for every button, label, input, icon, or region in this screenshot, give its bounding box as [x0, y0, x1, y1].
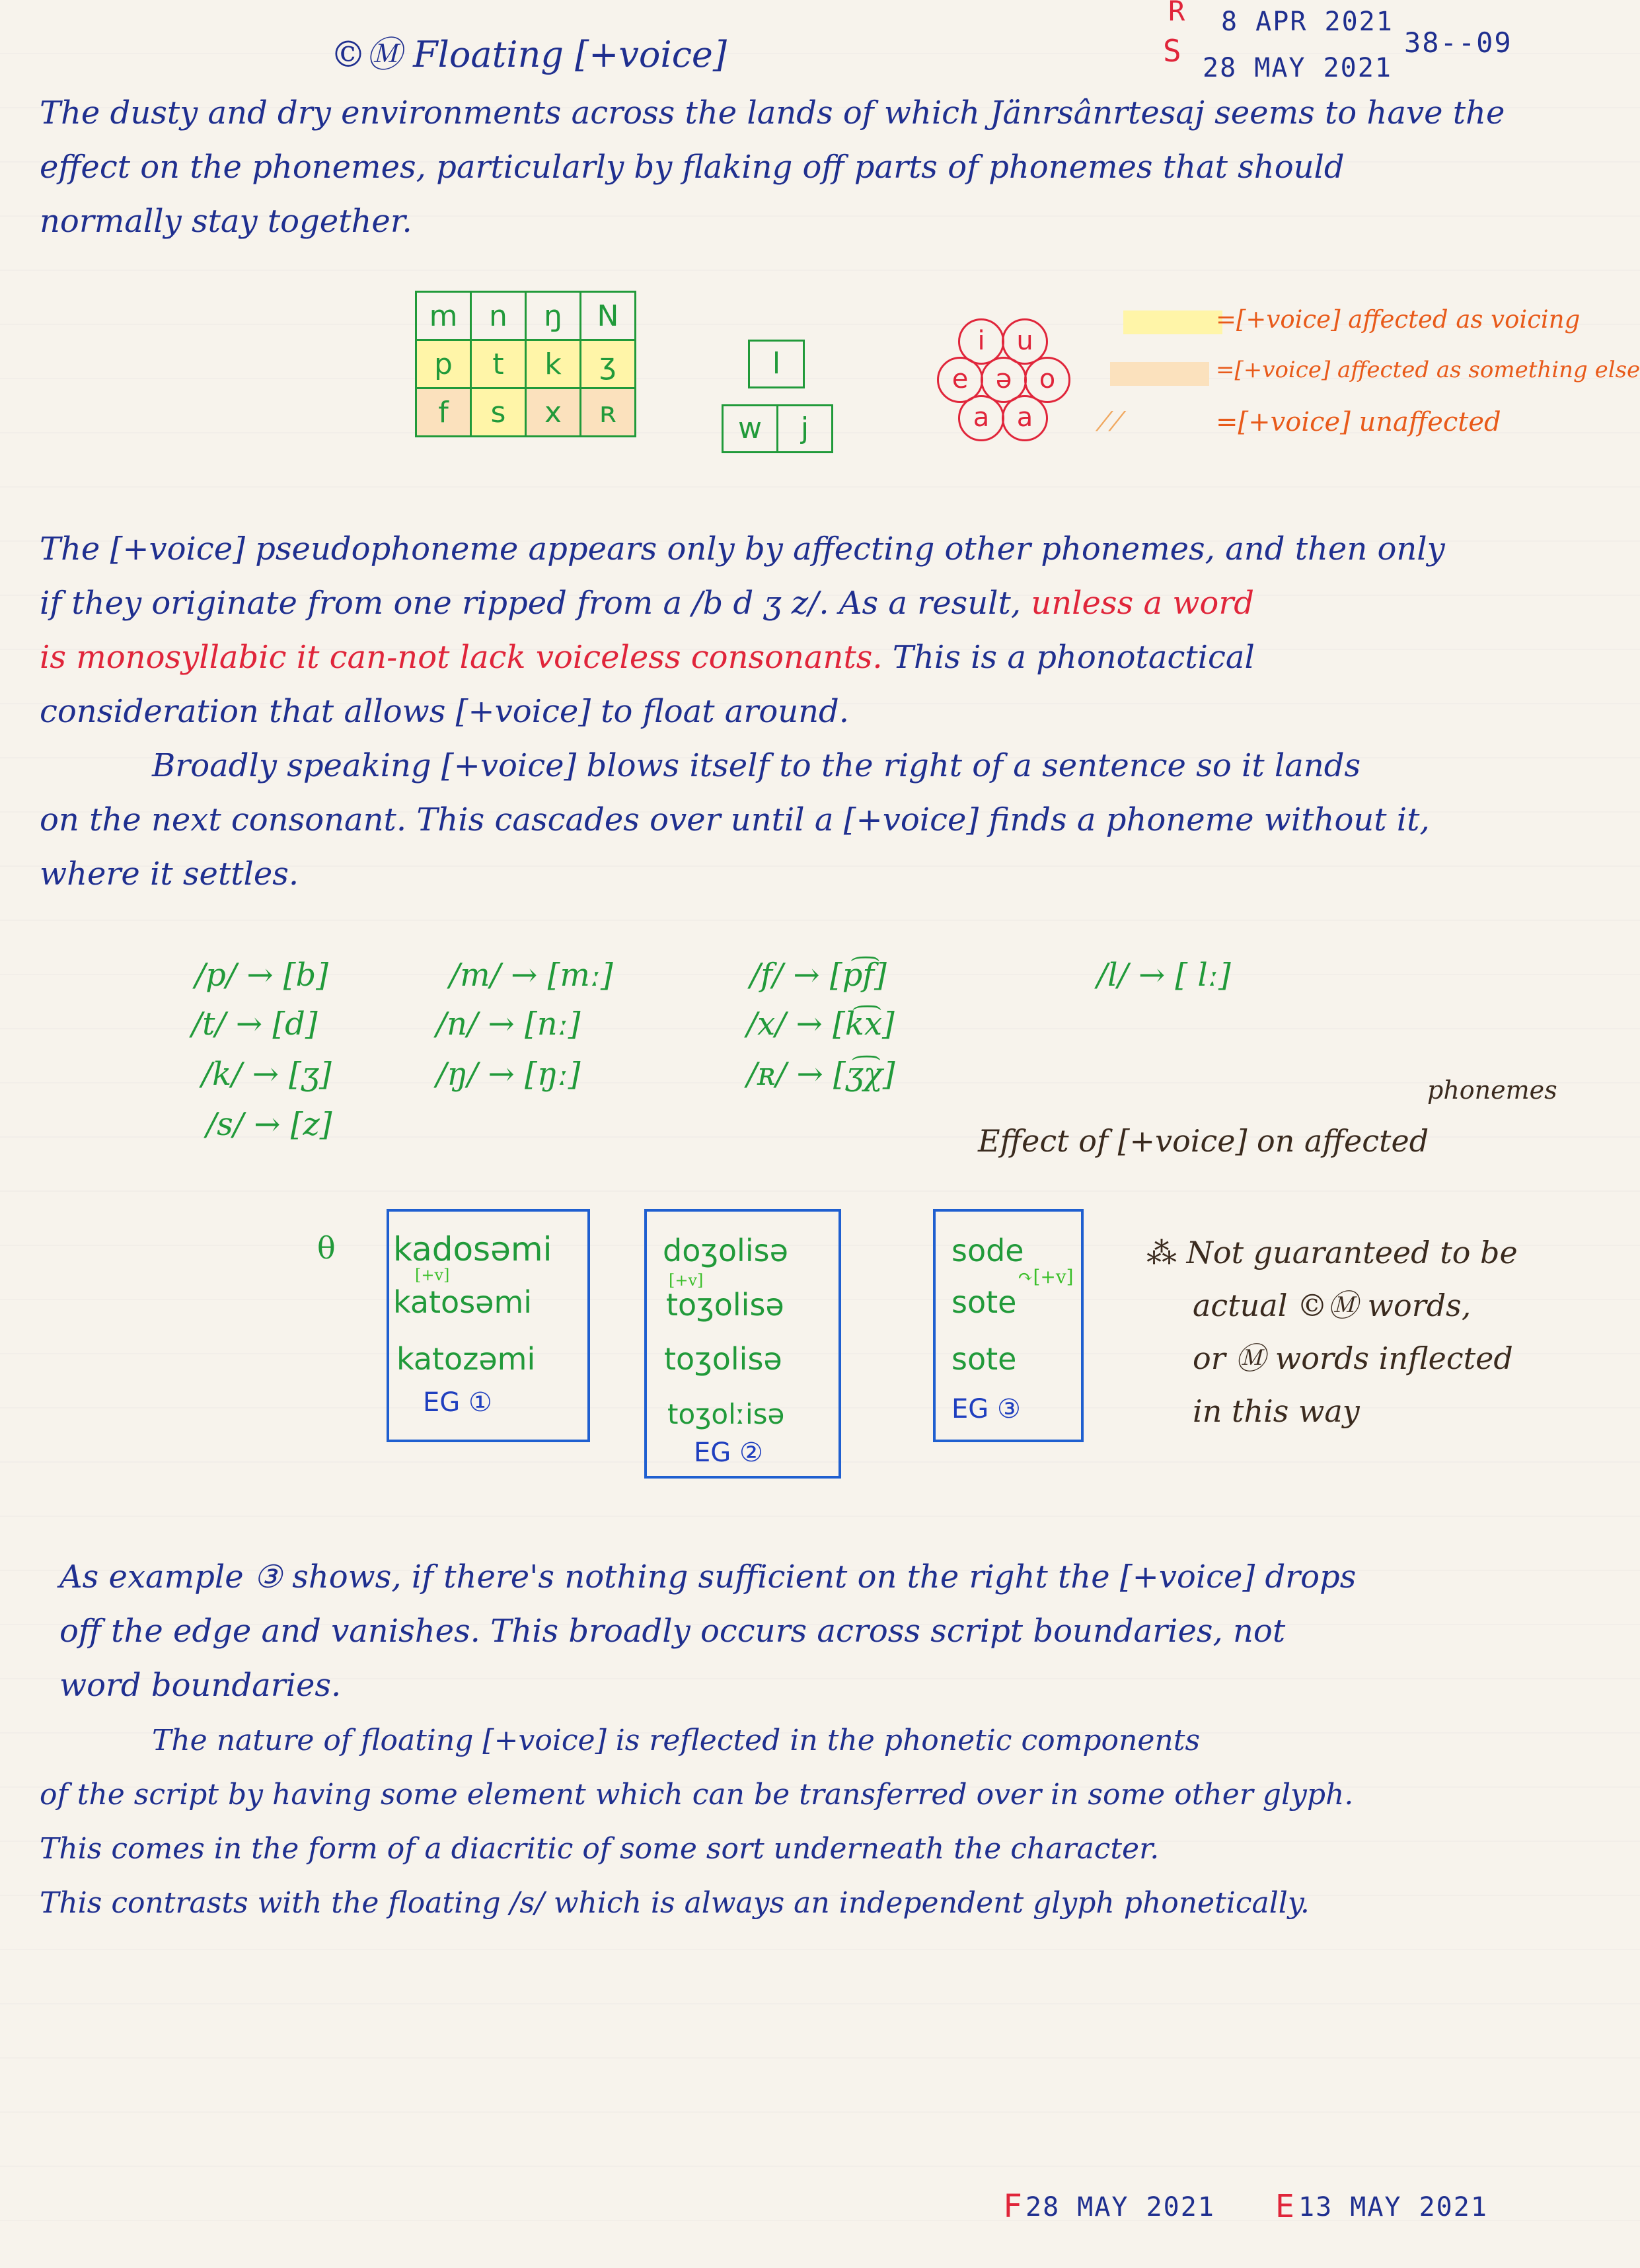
- grid-cell: ʒ: [581, 340, 636, 388]
- paragraph-2: [40, 522, 1546, 739]
- para5-line-4: This contrasts with the floating /s/ which is always an independent glyph phonetically.: [40, 1886, 1310, 1920]
- side-note-4: in this way: [1193, 1393, 1360, 1429]
- rule: /s/ → [z]: [206, 1106, 332, 1143]
- cell-l: l: [748, 340, 805, 388]
- cell-j: j: [776, 404, 833, 453]
- para2-line-1: The [+voice] pseudophoneme appears only by affecting other phonemes, and then only: [40, 530, 1445, 567]
- paragraph-4: [59, 1550, 1566, 1712]
- vowel-circle: ə: [981, 357, 1027, 403]
- rule: /l/ → [ lː]: [1097, 957, 1231, 994]
- intro-paragraph: [40, 86, 1546, 248]
- grid-cell: m: [416, 292, 471, 340]
- legend-orange-swatch: [1110, 362, 1209, 386]
- legend-unaffected-label: =[+voice] unaffected: [1216, 407, 1501, 437]
- para2-line-2a: if they originate from one ripped from a /b d ʒ z/. As a result,: [40, 585, 1022, 622]
- page-code: 38--09: [1404, 26, 1512, 59]
- side-note-3: or Ⓜ words inflected: [1193, 1340, 1513, 1376]
- example-3-note: ↷[+v]: [1018, 1266, 1074, 1288]
- para5-line-2: of the script by having some element which can be transferred over in some other glyph.: [40, 1778, 1354, 1811]
- rule: /ŋ/ → [ŋː]: [436, 1056, 581, 1093]
- para2-line-4: consideration that allows [+voice] to float around.: [40, 693, 850, 730]
- intro-line-3: normally stay together.: [40, 203, 412, 240]
- para4-line-3: word boundaries.: [59, 1667, 342, 1704]
- grid-cell: k: [526, 340, 581, 388]
- side-note-1: ⁂ Not guaranteed to be: [1146, 1235, 1518, 1270]
- rule: /k/ → [ʒ]: [202, 1056, 332, 1093]
- stamp-date-1: 8 APR 2021: [1221, 7, 1394, 37]
- rule: /x/ → [k͡x]: [747, 1006, 895, 1043]
- example-2-line-2: toʒolisə: [666, 1287, 784, 1323]
- example-1-label: EG ①: [423, 1387, 492, 1418]
- footer-f-date: 28 MAY 2021: [1025, 2192, 1215, 2222]
- para3-line-1: Broadly speaking [+voice] blows itself to the right of a sentence so it lands: [152, 747, 1361, 784]
- grid-cell: N: [581, 292, 636, 340]
- example-2-line-3: toʒolisə: [664, 1341, 782, 1377]
- paragraph-5: [40, 1714, 1546, 1930]
- example-marker: θ: [317, 1230, 336, 1266]
- grid-cell: n: [471, 292, 526, 340]
- rule: /p/ → [b]: [195, 957, 328, 994]
- para2-line-3a: is monosyllabic it can-not lack voiceless consonants.: [40, 639, 883, 676]
- vowel-circle: a: [1002, 395, 1048, 441]
- legend-unaffected-marks: ⁄ ⁄: [1102, 407, 1120, 437]
- rule: /ʀ/ → [ʒ͡χ]: [747, 1056, 895, 1093]
- intro-line-1: The dusty and dry environments across the lands of which Jänrsânrtesaj seems to have the: [40, 94, 1505, 131]
- vowel-circle: u: [1002, 318, 1048, 365]
- rules-caption: Effect of [+voice] on affected: [978, 1123, 1429, 1159]
- grid-cell: t: [471, 340, 526, 388]
- example-1-note: [+v]: [415, 1266, 450, 1284]
- consonant-grid: [415, 291, 636, 437]
- rule: /f/ → [p͡f]: [750, 957, 887, 994]
- example-2-line-4: toʒolːisə: [667, 1398, 785, 1430]
- para5-line-3: This comes in the form of a diacritic of some sort underneath the character.: [40, 1832, 1160, 1866]
- para3-line-2: on the next consonant. This cascades over until a [+voice] finds a phoneme without it,: [40, 801, 1430, 838]
- example-3-label: EG ③: [951, 1394, 1021, 1424]
- para5-line-1: The nature of floating [+voice] is reflected in the phonetic components: [152, 1724, 1201, 1757]
- footer-e-date: 13 MAY 2021: [1298, 2192, 1488, 2222]
- grid-cell: f: [416, 388, 471, 437]
- para4-line-2: off the edge and vanishes. This broadly occurs across script boundaries, not: [59, 1613, 1286, 1650]
- stamp-date-2: 28 MAY 2021: [1203, 53, 1392, 83]
- grid-cell: ŋ: [526, 292, 581, 340]
- example-1-line-3: katozəmi: [396, 1341, 536, 1377]
- legend-orange-label: =[+voice] affected as something else: [1216, 357, 1640, 383]
- example-1-line-2: katosəmi: [393, 1284, 533, 1320]
- para3-line-3: where it settles.: [40, 856, 299, 893]
- grid-cell: p: [416, 340, 471, 388]
- example-3-line-2: sote: [951, 1284, 1017, 1320]
- example-2-line-1: doʒolisə: [663, 1233, 788, 1268]
- example-3-line-1: sode: [951, 1233, 1024, 1268]
- grid-cell: s: [471, 388, 526, 437]
- stamp-s: S: [1163, 33, 1183, 69]
- example-1-line-1: kadosəmi: [393, 1230, 552, 1268]
- vowel-circle: a: [958, 395, 1004, 441]
- grid-cell: ʀ: [581, 388, 636, 437]
- para4-line-1: As example ③ shows, if there's nothing sufficient on the right the [+voice] drops: [59, 1558, 1357, 1595]
- para2-line-2b: unless a word: [1031, 585, 1254, 622]
- intro-line-2: effect on the phonemes, particularly by flaking off parts of phonemes that should: [40, 149, 1345, 186]
- example-2-label: EG ②: [694, 1438, 763, 1468]
- example-3-line-3: sote: [951, 1341, 1017, 1377]
- stamp-r: R: [1168, 0, 1187, 27]
- rules-caption-insert: phonemes: [1427, 1076, 1557, 1105]
- footer-f-letter: F: [1003, 2188, 1024, 2225]
- vowel-circle: e: [937, 357, 983, 403]
- para2-line-3b: This is a phonotactical: [892, 639, 1255, 676]
- paragraph-3: [40, 739, 1546, 901]
- rule: /n/ → [nː]: [436, 1006, 581, 1043]
- footer-e-letter: E: [1275, 2188, 1296, 2225]
- vowel-circle: o: [1024, 357, 1070, 403]
- para2-line-2: [40, 576, 1546, 630]
- example-2-note: [+v]: [669, 1271, 704, 1290]
- rule: /t/ → [d]: [192, 1006, 318, 1043]
- vowel-circle: i: [958, 318, 1004, 365]
- side-note-2: actual ©Ⓜ words,: [1193, 1288, 1472, 1323]
- rule: /m/ → [mː]: [449, 957, 613, 994]
- grid-cell: x: [526, 388, 581, 437]
- cell-w: w: [722, 404, 778, 453]
- legend-yellow-swatch: [1123, 311, 1222, 334]
- para2-line-3: [40, 630, 1546, 684]
- legend-yellow-label: =[+voice] affected as voicing: [1216, 305, 1581, 334]
- page-title: ©Ⓜ Floating [+voice]: [330, 34, 727, 75]
